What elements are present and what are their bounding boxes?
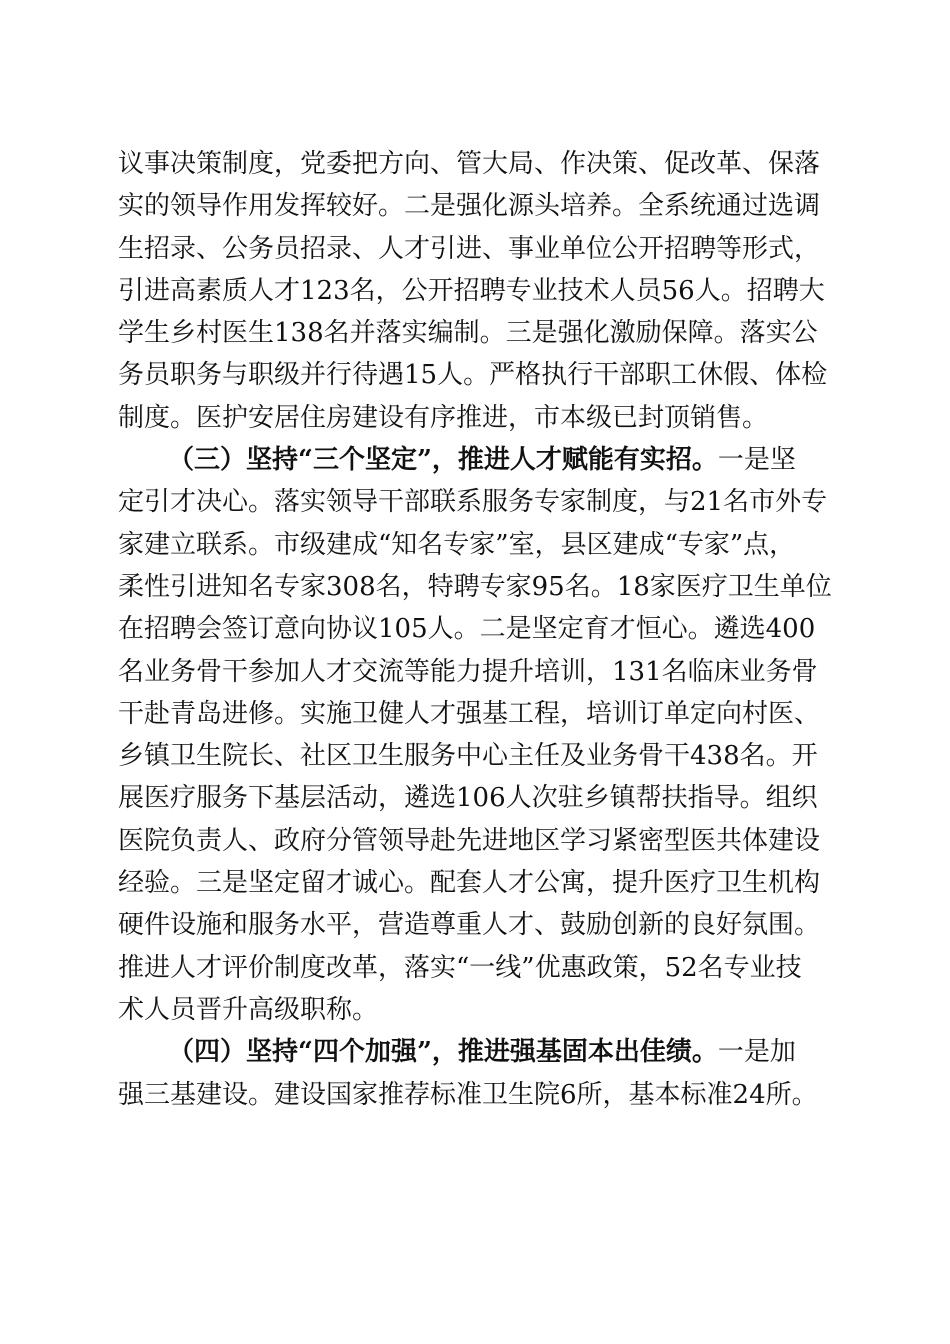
text-line: 务员职务与职级并行待遇15人。严格执行干部职工休假、体检 bbox=[118, 360, 828, 391]
text-line: 定引才决心。落实领导干部联系服务专家制度，与21名市外专 bbox=[118, 487, 828, 518]
text-line: 柔性引进知名专家308名，特聘专家95名。18家医疗卫生单位 bbox=[118, 571, 832, 602]
section-3-heading: （三）坚持“三个坚定”，推进人才赋能有实招。 bbox=[168, 445, 718, 476]
text-line: 生招录、公务员招录、人才引进、事业单位公开招聘等形式， bbox=[118, 233, 821, 264]
section-4-first-line bbox=[118, 1031, 833, 1073]
text-line: 强三基建设。建设国家推荐标准卫生院6所，基本标准24所。 bbox=[118, 1079, 818, 1110]
text-line: 家建立联系。市级建成“知名专家”室，县区建成“专家”点， bbox=[118, 529, 796, 560]
section-3-lead-text: 一是坚 bbox=[717, 445, 796, 476]
text-line: 医院负责人、政府分管领导赴先进地区学习紧密型医共体建设 bbox=[118, 825, 821, 856]
text-line: 展医疗服务下基层活动，遴选106人次驻乡镇帮扶指导。组织 bbox=[118, 783, 818, 814]
text-line: 推进人才评价制度改革，落实“一线”优惠政策，52名专业技 bbox=[118, 952, 802, 983]
text-line: 学生乡村医生138名并落实编制。三是强化激励保障。落实公 bbox=[118, 318, 818, 349]
document-body bbox=[118, 143, 833, 1116]
section-4-heading: （四）坚持“四个加强”，推进强基固本出佳绩。 bbox=[168, 1037, 718, 1068]
text-line: 乡镇卫生院长、社区卫生服务中心主任及业务骨干438名。开 bbox=[118, 741, 818, 772]
text-line: 干赴青岛进修。实施卫健人才强基工程，培训订单定向村医、 bbox=[118, 698, 821, 729]
section-4-lead-text: 一是加 bbox=[717, 1037, 796, 1068]
text-line: 经验。三是坚定留才诚心。配套人才公寓，提升医疗卫生机构 bbox=[118, 868, 821, 899]
text-line: 实的领导作用发挥较好。二是强化源头培养。全系统通过选调 bbox=[118, 191, 821, 222]
text-line: 引进高素质人才123名，公开招聘专业技术人员56人。招聘大 bbox=[118, 275, 825, 306]
text-line: 在招聘会签订意向协议105人。二是坚定育才恒心。遴选400 bbox=[118, 614, 816, 645]
text-line: 名业务骨干参加人才交流等能力提升培训，131名临床业务骨 bbox=[118, 656, 818, 687]
text-line: 术人员晋升高级职称。 bbox=[118, 994, 379, 1025]
text-line: 议事决策制度，党委把方向、管大局、作决策、促改革、保落 bbox=[118, 149, 821, 179]
text-line: 硬件设施和服务水平，营造尊重人才、鼓励创新的良好氛围。 bbox=[118, 910, 821, 941]
text-line: 制度。医护安居住房建设有序推进，市本级已封顶销售。 bbox=[118, 402, 769, 433]
section-3-first-line bbox=[118, 439, 833, 481]
